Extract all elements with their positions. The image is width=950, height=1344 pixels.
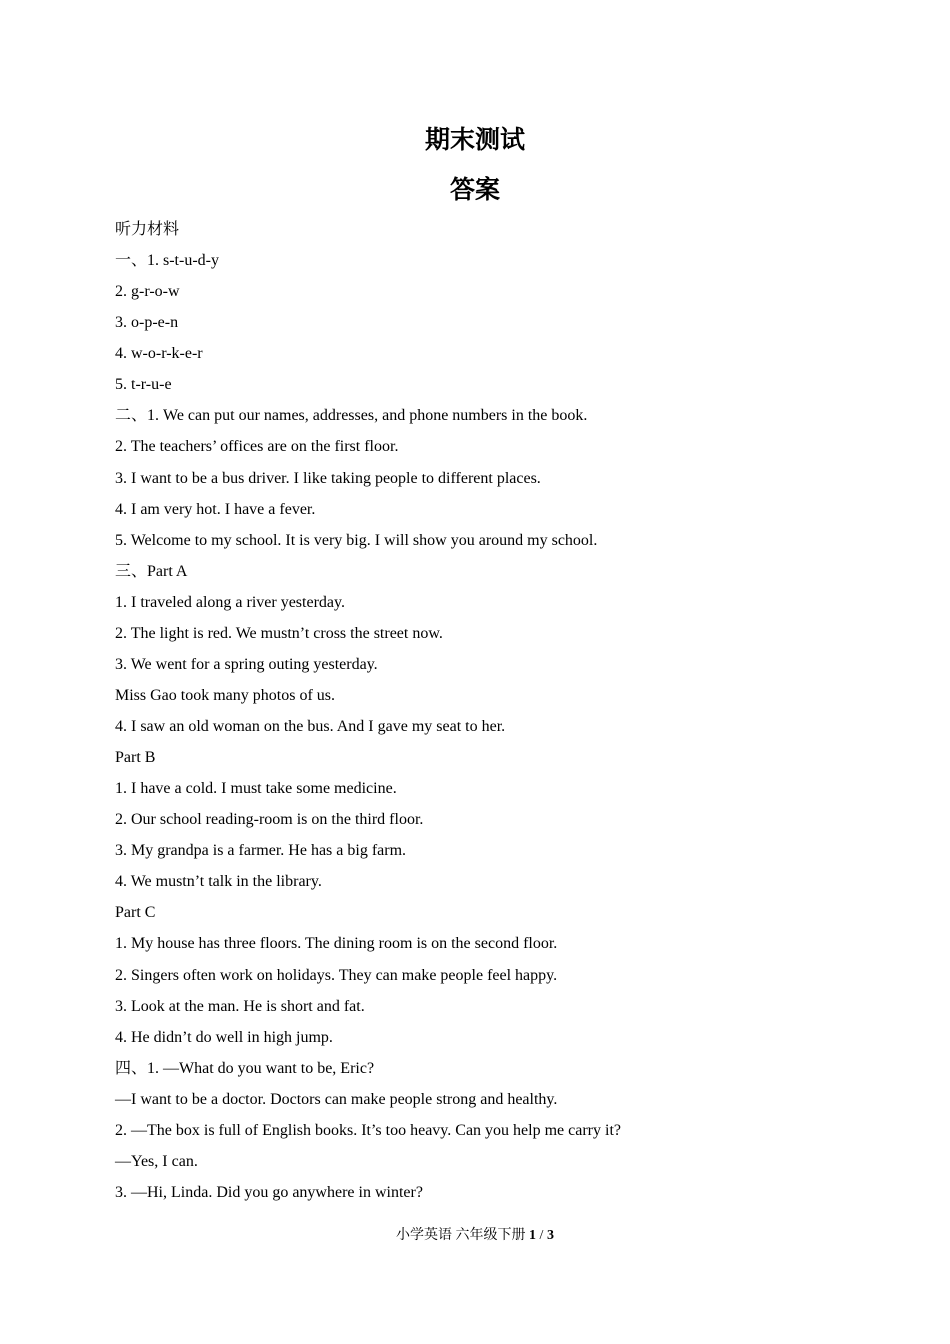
text-line: 3. I want to be a bus driver. I like taking people to different places. bbox=[115, 469, 541, 487]
footer-label: 小学英语 六年级下册 bbox=[396, 1228, 526, 1243]
text-line: 4. He didn’t do well in high jump. bbox=[115, 1028, 333, 1046]
text-line: 3. Look at the man. He is short and fat. bbox=[115, 997, 365, 1015]
text-line: 4. w-o-r-k-e-r bbox=[115, 345, 203, 363]
text-line: 听力材料 bbox=[115, 221, 180, 238]
document-subtitle: 答案 bbox=[449, 175, 500, 204]
text-line: Part B bbox=[115, 749, 156, 767]
document-title: 期末测试 bbox=[424, 125, 525, 154]
text-line: 2. The light is red. We mustn’t cross the street now. bbox=[115, 624, 443, 642]
answer-text-body bbox=[115, 218, 875, 1212]
page-number-total: 3 bbox=[546, 1228, 554, 1243]
text-line: 2. Singers often work on holidays. They can make people feel happy. bbox=[115, 966, 558, 984]
text-line: 2. The teachers’ offices are on the first floor. bbox=[115, 438, 399, 456]
text-line: 3. —Hi, Linda. Did you go anywhere in winter? bbox=[115, 1183, 423, 1201]
text-line: 2. —The box is full of English books. It’s too heavy. Can you help me carry it? bbox=[115, 1121, 621, 1139]
text-line: 3. o-p-e-n bbox=[115, 314, 179, 332]
text-line: 3. We went for a spring outing yesterday. bbox=[115, 655, 378, 673]
text-line: —I want to be a doctor. Doctors can make people strong and healthy. bbox=[115, 1090, 558, 1108]
page-footer bbox=[0, 1226, 950, 1246]
text-line: 1. I have a cold. I must take some medicine. bbox=[115, 780, 397, 798]
text-line: 4. I am very hot. I have a fever. bbox=[115, 500, 316, 518]
text-line: 2. g-r-o-w bbox=[115, 283, 180, 301]
text-line: Miss Gao took many photos of us. bbox=[115, 686, 335, 704]
text-line: Part C bbox=[115, 904, 156, 922]
text-line: 二、1. We can put our names, addresses, and phone numbers in the book. bbox=[115, 407, 588, 425]
page-number-separator: / bbox=[539, 1228, 544, 1243]
text-line: 一、1. s-t-u-d-y bbox=[115, 252, 219, 270]
text-line: 2. Our school reading-room is on the third floor. bbox=[115, 811, 424, 829]
text-line: 1. I traveled along a river yesterday. bbox=[115, 593, 345, 611]
text-line: 四、1. —What do you want to be, Eric? bbox=[115, 1059, 375, 1077]
text-line: 5. t-r-u-e bbox=[115, 376, 172, 394]
text-line: 4. I saw an old woman on the bus. And I gave my seat to her. bbox=[115, 718, 506, 735]
text-line: —Yes, I can. bbox=[115, 1152, 198, 1170]
text-line: 3. My grandpa is a farmer. He has a big farm. bbox=[115, 842, 407, 860]
text-line: 5. Welcome to my school. It is very big. I will show you around my school. bbox=[115, 531, 598, 549]
text-line: 4. We mustn’t talk in the library. bbox=[115, 873, 322, 891]
text-line: 1. My house has three floors. The dining room is on the second floor. bbox=[115, 935, 558, 953]
text-line: 三、Part A bbox=[115, 562, 188, 580]
page-number-current: 1 bbox=[529, 1228, 537, 1243]
